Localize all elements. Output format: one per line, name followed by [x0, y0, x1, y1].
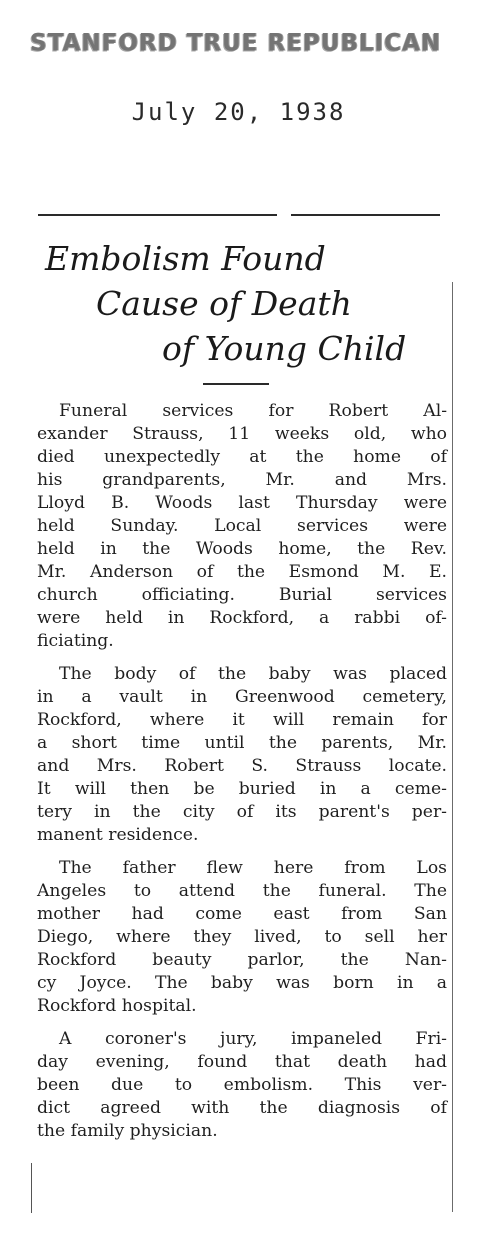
- article-line: Rockford hospital.: [37, 996, 197, 1016]
- article-paragraph: [37, 1028, 447, 1143]
- article-line: day evening, found that death had: [37, 1052, 447, 1072]
- headline-line-1: Embolism Found: [45, 239, 326, 278]
- column-left-border: [31, 1163, 32, 1213]
- newspaper-name-stamp: STANFORD TRUE REPUBLICAN: [30, 29, 442, 57]
- article-line: died unexpectedly at the home of: [37, 447, 447, 467]
- article-line: in a vault in Greenwood cemetery,: [37, 687, 447, 707]
- article-line: Rockford, where it will remain for: [37, 710, 447, 730]
- article-line: Funeral services for Robert Al-: [59, 401, 447, 421]
- article-line: cy Joyce. The baby was born in a: [37, 973, 447, 993]
- article-line: were held in Rockford, a rabbi of-: [37, 608, 447, 628]
- article-line: Rockford beauty parlor, the Nan-: [37, 950, 447, 970]
- article-line: been due to embolism. This ver-: [37, 1075, 447, 1095]
- article-line: It will then be buried in a ceme-: [37, 779, 447, 799]
- article-line: held in the Woods home, the Rev.: [37, 539, 447, 559]
- article-line: a short time until the parents, Mr.: [37, 733, 447, 753]
- article-line: the family physician.: [37, 1121, 218, 1141]
- article-line: his grandparents, Mr. and Mrs.: [37, 470, 447, 490]
- article-line: tery in the city of its parent's per-: [37, 802, 447, 822]
- article-line: dict agreed with the diagnosis of: [37, 1098, 447, 1118]
- article-body: [37, 400, 447, 1153]
- article-line: A coroner's jury, impaneled Fri-: [59, 1029, 447, 1049]
- article-paragraph: [37, 400, 447, 653]
- article-line: church officiating. Burial services: [37, 585, 447, 605]
- article-line: and Mrs. Robert S. Strauss locate.: [37, 756, 447, 776]
- article-paragraph: [37, 663, 447, 847]
- article-line: Diego, where they lived, to sell her: [37, 927, 447, 947]
- article-line: manent residence.: [37, 825, 199, 845]
- article-line: Lloyd B. Woods last Thursday were: [37, 493, 447, 513]
- headline-line-2: Cause of Death: [96, 284, 352, 323]
- article-line: exander Strauss, 11 weeks old, who: [37, 424, 447, 444]
- article-line: mother had come east from San: [37, 904, 447, 924]
- article-line: held Sunday. Local services were: [37, 516, 447, 536]
- article-line: Angeles to attend the funeral. The: [37, 881, 447, 901]
- article-paragraph: [37, 857, 447, 1018]
- top-rule-gap: [277, 212, 291, 218]
- headline-line-3: of Young Child: [162, 329, 407, 368]
- article-line: ficiating.: [37, 631, 114, 651]
- column-right-border: [452, 282, 453, 1212]
- publication-date: July 20, 1938: [131, 98, 346, 126]
- top-rule: [38, 214, 440, 216]
- headline-rule: [203, 383, 269, 385]
- article-line: The father flew here from Los: [59, 858, 447, 878]
- article-line: The body of the baby was placed: [59, 664, 447, 684]
- article-line: Mr. Anderson of the Esmond M. E.: [37, 562, 447, 582]
